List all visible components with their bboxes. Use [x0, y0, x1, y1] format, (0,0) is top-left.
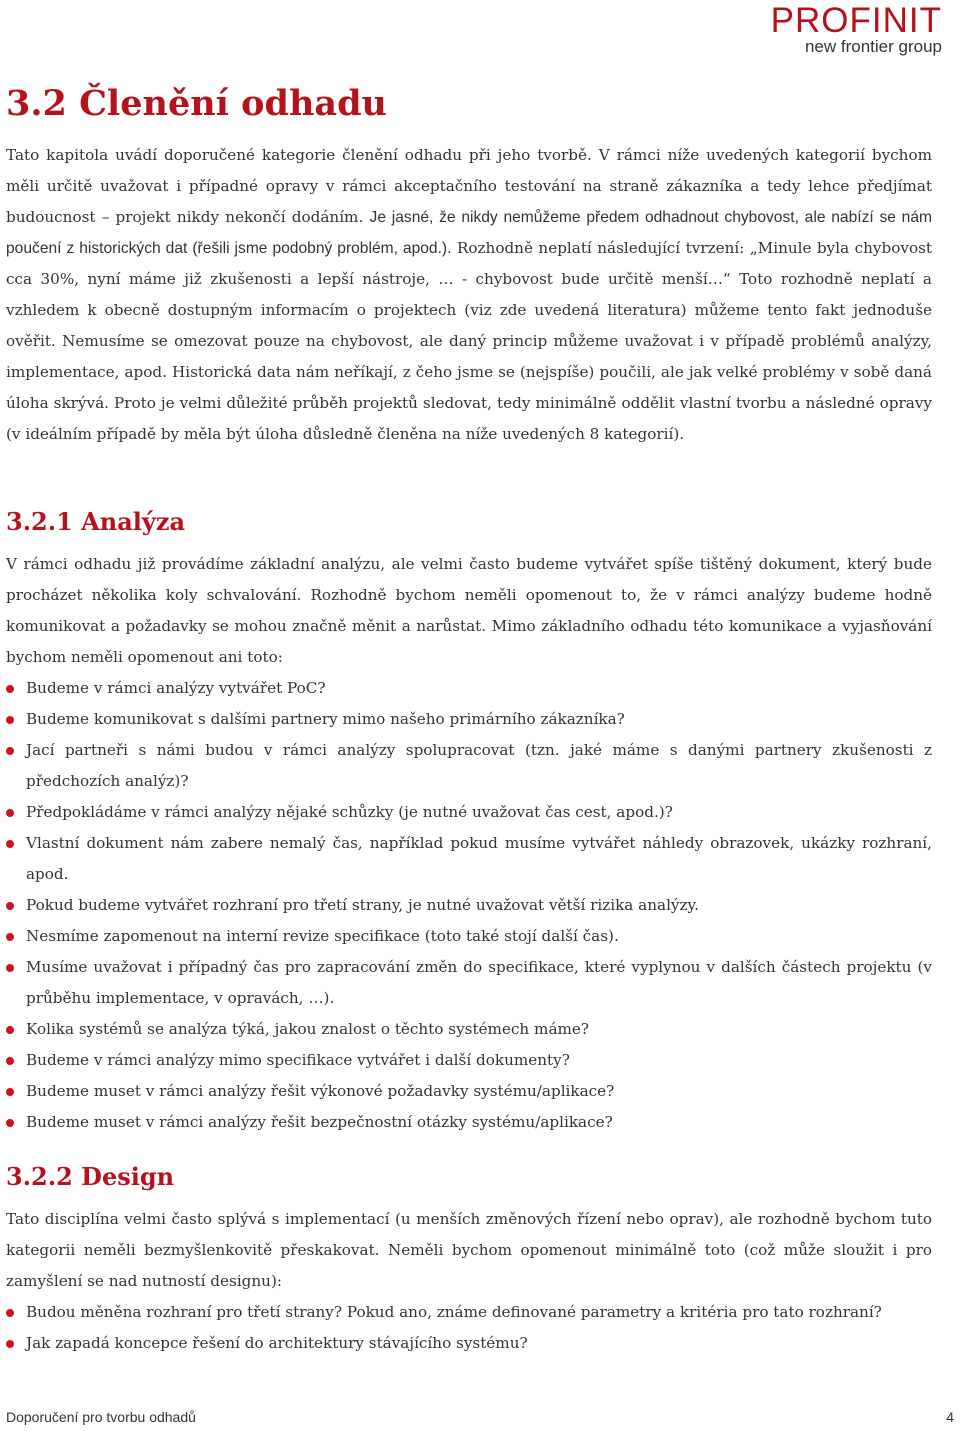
- footer-title: Doporučení pro tvorbu odhadů: [6, 1409, 196, 1425]
- bullet-icon: [6, 1057, 14, 1065]
- section-heading: 3.2 Členění odhadu: [6, 83, 388, 124]
- bullet-icon: [6, 840, 14, 848]
- list-item: Jak zapadá koncepce řešení do architektury stávajícího systému?: [6, 1328, 932, 1359]
- bullet-icon: [6, 1026, 14, 1034]
- bullet-icon: [6, 747, 14, 755]
- intro-part-2: Je jasné, že nikdy nemůžeme předem odhadnout chybovost, ale nabízí se nám poučení z historických dat (řešili jsme podobný problém, apod.).: [6, 209, 932, 257]
- list-item: Vlastní dokument nám zabere nemalý čas, například pokud musíme vytvářet náhledy obrazovek, ukázky rozhraní, apod.: [6, 828, 932, 890]
- design-list: [6, 1297, 932, 1359]
- intro-part-3: Rozhodně neplatí následující tvrzení: „Minule byla chybovost cca 30%, nyní máme již zkušenosti a lepší nástroje, … - chybovost bude určitě menší…“ Toto rozhodně neplatí a vzhledem k obecně dostupným informacím o projektech (viz zde uvedená literatura) můžeme tento fakt jednoduše ověřit. Nemusíme se omezovat pouze na chybovost, ale daný princip můžeme uvažovat i v případě problémů analýzy, implementace, apod. Historická data nám neříkají, z čeho jsme se (nejspíše) poučili, ale jak velké problémy v sobě daná úloha skrývá. Proto je velmi důležité průběh projektů sledovat, tedy minimálně oddělit vlastní tvorbu a následné opravy (v ideálním případě by měla být úloha důsledně členěna na níže uvedených 8 kategorií).: [6, 239, 932, 443]
- list-item: Budeme muset v rámci analýzy řešit výkonové požadavky systému/aplikace?: [6, 1076, 932, 1107]
- bullet-icon: [6, 1309, 14, 1317]
- design-heading: 3.2.2 Design: [6, 1162, 175, 1191]
- bullet-icon: [6, 1119, 14, 1127]
- list-item: Budeme v rámci analýzy mimo specifikace vytvářet i další dokumenty?: [6, 1045, 932, 1076]
- list-item: Budeme muset v rámci analýzy řešit bezpečnostní otázky systému/aplikace?: [6, 1107, 932, 1138]
- list-item: Nesmíme zapomenout na interní revize specifikace (toto také stojí další čas).: [6, 921, 932, 952]
- list-item: Budeme v rámci analýzy vytvářet PoC?: [6, 673, 932, 704]
- logo-name: PROFINIT: [770, 1, 942, 40]
- analysis-list: [6, 673, 932, 1138]
- bullet-icon: [6, 1340, 14, 1348]
- list-item: Kolika systémů se analýza týká, jakou znalost o těchto systémech máme?: [6, 1014, 932, 1045]
- bullet-icon: [6, 716, 14, 724]
- intro-paragraph: [6, 140, 932, 450]
- page-number: 4: [946, 1409, 954, 1425]
- list-item: Budeme komunikovat s dalšími partnery mimo našeho primárního zákazníka?: [6, 704, 932, 735]
- design-paragraph: Tato disciplína velmi často splývá s implementací (u menších změnových řízení nebo oprav), ale rozhodně bychom tuto kategorii neměli bezmyšlenkovitě přeskakovat. Neměli bychom opomenout minimálně toto (což může sloužit i pro zamyšlení se nad nutností designu):: [6, 1210, 932, 1290]
- list-item: Budou měněna rozhraní pro třetí strany? Pokud ano, známe definované parametry a kritéria pro tato rozhraní?: [6, 1297, 932, 1328]
- bullet-icon: [6, 902, 14, 910]
- intro-part-1: Tato kapitola uvádí doporučené kategorie členění odhadu při jeho tvorbě. V rámci níže uvedených kategorií bychom měli určitě uvažovat i případné opravy v rámci akceptačního testování na straně zákazníka a tedy lehce předjímat budoucnost – projekt nikdy nekončí dodáním.: [6, 146, 932, 226]
- analysis-heading: 3.2.1 Analýza: [6, 507, 186, 536]
- page-footer: [6, 1409, 954, 1429]
- list-item: Pokud budeme vytvářet rozhraní pro třetí strany, je nutné uvažovat větší rizika analýzy.: [6, 890, 932, 921]
- list-item: Předpokládáme v rámci analýzy nějaké schůzky (je nutné uvažovat čas cest, apod.)?: [6, 797, 932, 828]
- bullet-icon: [6, 685, 14, 693]
- list-item: Jací partneři s námi budou v rámci analýzy spolupracovat (tzn. jaké máme s danými partnery zkušenosti z předchozích analýz)?: [6, 735, 932, 797]
- list-item: Musíme uvažovat i případný čas pro zapracování změn do specifikace, které vyplynou v dalších částech projektu (v průběhu implementace, v opravách, …).: [6, 952, 932, 1014]
- bullet-icon: [6, 809, 14, 817]
- logo-subtitle: new frontier group: [804, 37, 942, 56]
- bullet-icon: [6, 1088, 14, 1096]
- bullet-icon: [6, 933, 14, 941]
- bullet-icon: [6, 964, 14, 972]
- profinit-logo: [771, 2, 942, 55]
- analysis-paragraph: V rámci odhadu již provádíme základní analýzu, ale velmi často budeme vytvářet spíše tištěný dokument, který bude procházet několika koly schvalování. Rozhodně bychom neměli opomenout to, že v rámci analýzy budeme hodně komunikovat a požadavky se mohou značně měnit a narůstat. Mimo základního odhadu této komunikace a vyjasňování bychom neměli opomenout ani toto:: [6, 555, 932, 666]
